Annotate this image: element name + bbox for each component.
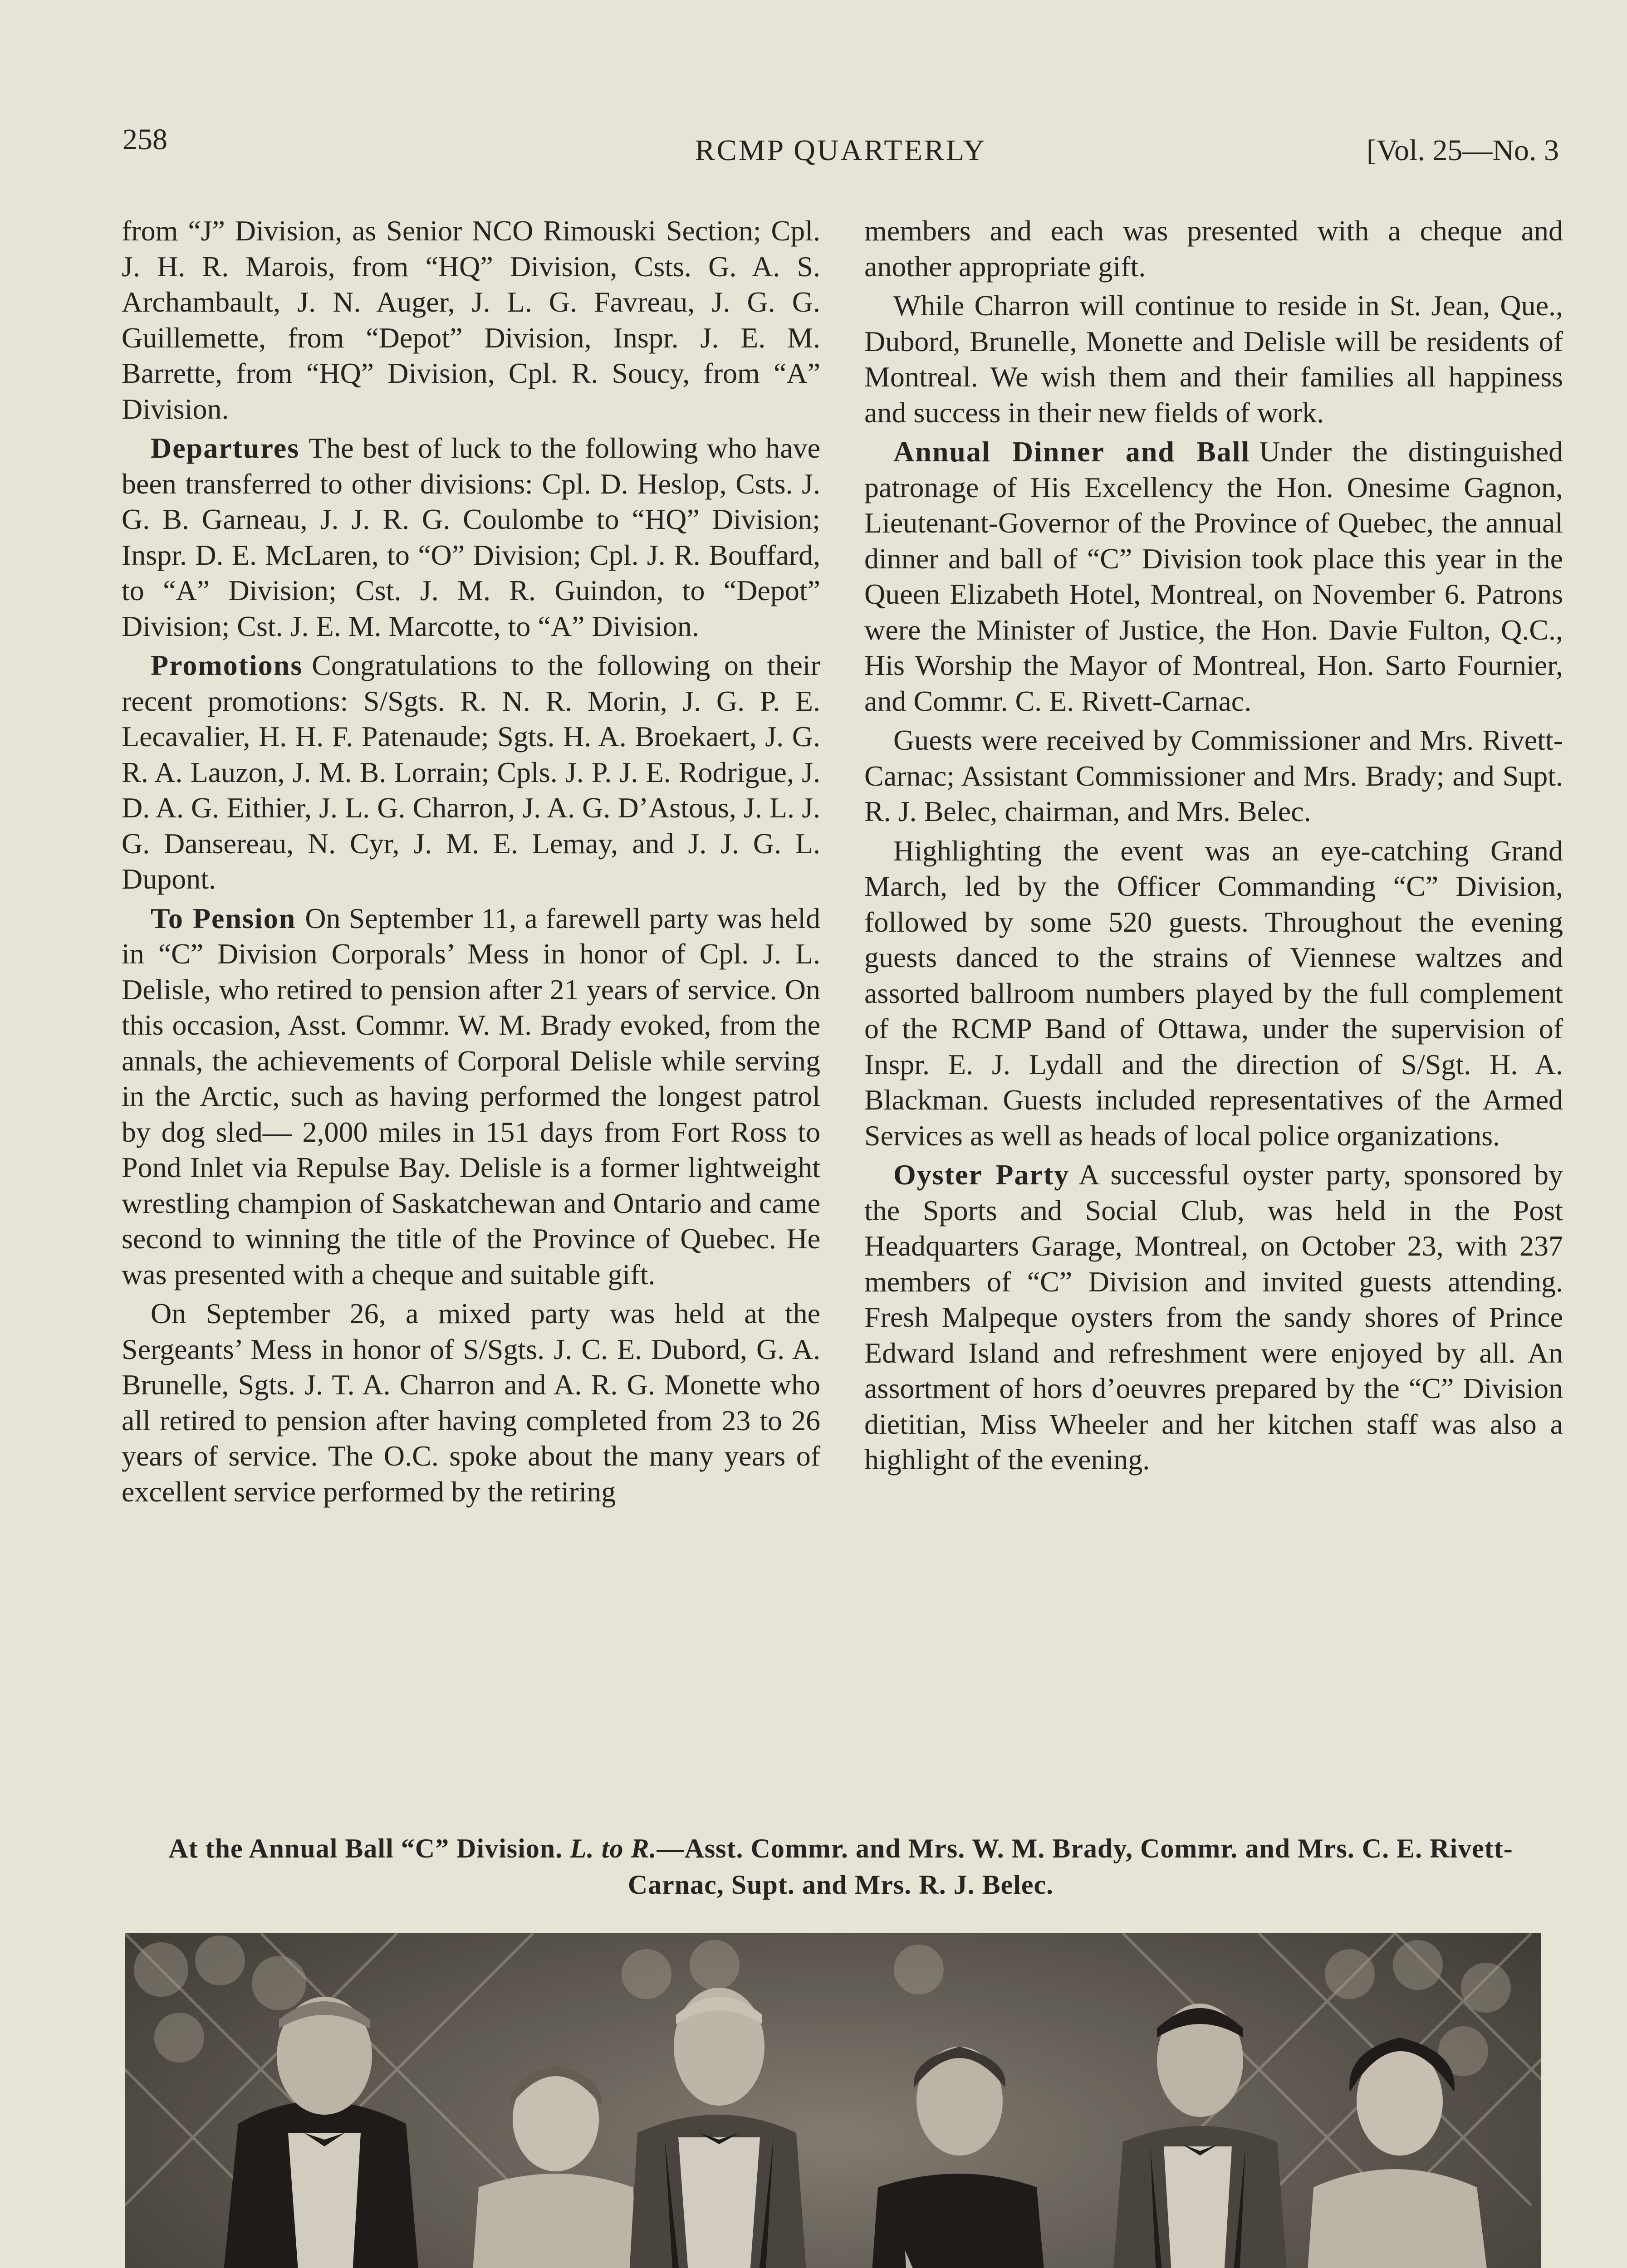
promotions-heading: Promotions — [151, 649, 303, 681]
paragraph-departures — [122, 430, 820, 644]
right-column — [864, 213, 1563, 1478]
paragraph-highlighting: Highlighting the event was an eye-catching Grand March, led by the Officer Commanding “C” Division, followed by some 520 guests. Throughout the evening guests danced to the strains of Viennese waltzes and assorted ballroom numbers played by the full complement of the RCMP Band of Ottawa, under the supervision of Inspr. E. J. Lydall and the direction of S/Sgt. H. A. Blackman. Guests included representatives of the Armed Services as well as heads of local police organizations. — [864, 834, 1563, 1152]
pension-heading: To Pension — [151, 902, 296, 934]
page-number: 258 — [123, 123, 167, 156]
caption-part-1: At the Annual Ball “C” Division. — [168, 1833, 570, 1863]
photo-caption — [123, 1830, 1559, 1903]
dinner-text: Under the distinguished patronage of His Excellency the Hon. Onesime Gagnon, Lieutenant-Governor of the Province of Quebec, the annual dinner and ball of “C” Division took place this year in the Queen Elizabeth Hotel, Montreal, on November 6. Patrons were the Minister of Justice, the Hon. Davie Fulton, Q.C., His Worship the Mayor of Montreal, Hon. Sarto Fournier, and Commr. C. E. Rivett-Carnac. — [864, 435, 1563, 717]
departures-text: The best of luck to the following who have been transferred to other divisions: Cpl. D. Heslop, Csts. J. G. B. Garneau, J. J. R. G. Coulombe to “HQ” Division; Inspr. D. E. McLaren, to “O” Division; Cpl. J. R. Bouffard, to “A” Division; Cst. J. M. R. Guindon, to “Depot” Division; Cst. J. E. M. Marcotte, to “A” Division. — [122, 432, 820, 642]
paragraph-pension — [122, 901, 820, 1293]
pension-text: On September 11, a farewell party was held in “C” Division Corporals’ Mess in honor of Cpl. J. L. Delisle, who retired to pension after 21 years of service. On this occasion, Asst. Commr. W. M. Brady evoked, from the annals, the achievements of Corporal Delisle while serving in the Arctic, such as having performed the longest patrol by dog sled— 2,000 miles in 151 days from Fort Ross to Pond Inlet via Repulse Bay. Delisle is a former lightweight wrestling champion of Saskatchewan and Ontario and came second to winning the title of the Province of Quebec. He was presented with a cheque and suitable gift. — [122, 902, 821, 1290]
paragraph-dinner-ball — [864, 434, 1563, 719]
dinner-heading: Annual Dinner and Ball — [893, 435, 1250, 468]
group-photograph — [125, 1933, 1541, 2268]
departures-heading: Departures — [151, 432, 300, 464]
running-head — [123, 122, 1559, 172]
paragraph-mixed-party: On September 26, a mixed party was held at the Sergeants’ Mess in honor of S/Sgts. J. C. E. Dubord, G. A. Brunelle, Sgts. J. T. A. Charron and A. R. G. Monette who all retired to pension after having completed from 23 to 26 years of service. The O.C. spoke about the many years of excellent service performed by the retiring — [122, 1297, 820, 1508]
oyster-text: A successful oyster party, sponsored by the Sports and Social Club, was held in the Post Headquarters Garage, Montreal, on October 23, with 237 members of “C” Division and invited guests attending. Fresh Malpeque oysters from the sandy shores of Prince Edward Island and refreshment were enjoyed by all. An assortment of hors d’oeuvres prepared by the “C” Division dietitian, Miss Wheeler and her kitchen staff was also a highlight of the evening. — [864, 1158, 1563, 1476]
paragraph-oyster — [864, 1157, 1563, 1478]
issue-label: [Vol. 25—No. 3 — [1366, 134, 1559, 167]
paragraph-guests: Guests were received by Commissioner and Mrs. Rivett-Carnac; Assistant Commissioner and Mrs. Brady; and Supt. R. J. Belec, chairman, and Mrs. Belec. — [864, 724, 1563, 827]
paragraph-continuation: from “J” Division, as Senior NCO Rimouski Section; Cpl. J. H. R. Marois, from “HQ” Division, Csts. G. A. S. Archambault, J. N. Auger, J. L. G. Favreau, J. G. G. Guillemette, from “Depot” Division, Inspr. J. E. M. Barrette, from “HQ” Division, Cpl. R. Soucy, from “A” Division. — [122, 215, 820, 425]
caption-italic: L. to R. — [570, 1833, 657, 1863]
photo-grain-overlay — [125, 1933, 1541, 2268]
paragraph-continuation-right: members and each was presented with a cheque and another appropriate gift. — [864, 215, 1563, 283]
caption-part-2: —Asst. Commr. and Mrs. W. M. Brady, Commr. and Mrs. C. E. Rivett-Carnac, Supt. and Mrs. R. J. Belec. — [627, 1833, 1513, 1900]
photo-illustration — [125, 1933, 1541, 2268]
left-column — [122, 213, 820, 1510]
oyster-heading: Oyster Party — [893, 1158, 1070, 1191]
promotions-text: Congratulations to the following on their recent promotions: S/Sgts. R. N. R. Morin, J. G. P. E. Lecavalier, H. H. F. Patenaude; Sgts. H. A. Broekaert, J. G. R. A. Lauzon, J. M. B. Lorrain; Cpls. J. P. J. E. Rodrigue, J. D. A. G. Eithier, J. L. G. Charron, J. A. G. D’Astous, J. L. J. G. Dansereau, N. Cyr, J. M. E. Lemay, and J. J. G. L. Dupont. — [122, 649, 820, 895]
paragraph-promotions — [122, 648, 820, 897]
journal-title: RCMP QUARTERLY — [695, 134, 987, 167]
paragraph-residence: While Charron will continue to reside in St. Jean, Que., Dubord, Brunelle, Monette and Delisle will be residents of Montreal. We wish them and their families all happiness and success in their new fields of work. — [864, 289, 1563, 429]
